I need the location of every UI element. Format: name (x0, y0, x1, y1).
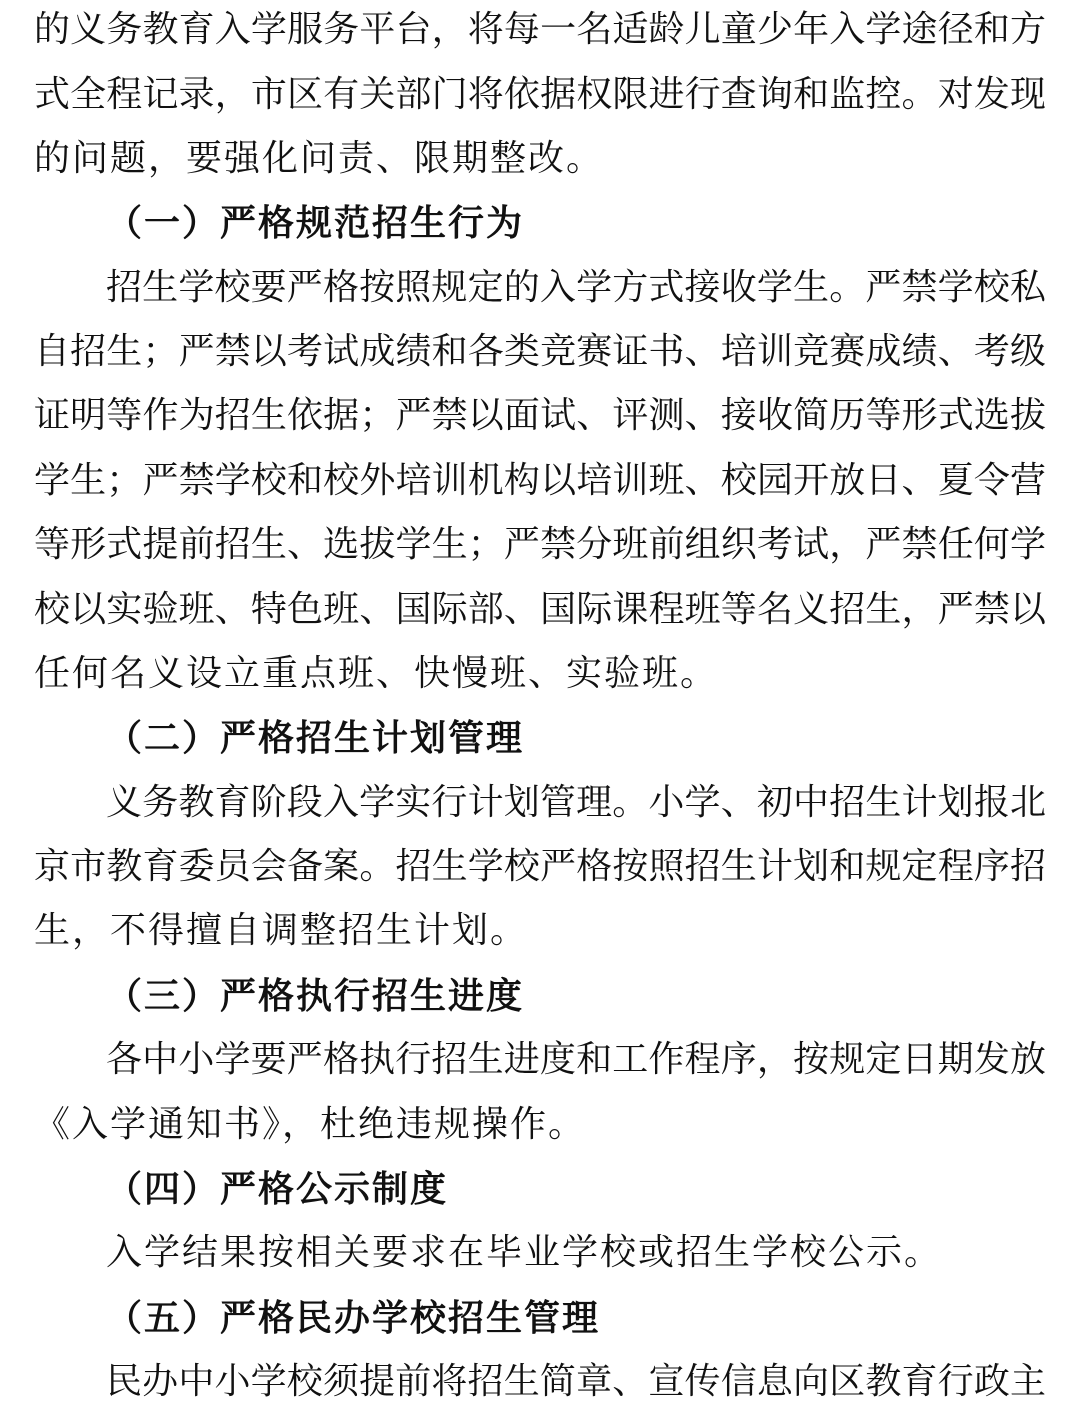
paragraph-line: 民办中小学校须提前将招生简章、宣传信息向区教育行政主 (106, 1361, 1046, 1402)
section-heading-2: （二）严格招生计划管理 (106, 717, 525, 759)
paragraph-line: 招生学校要严格按照规定的入学方式接收学生。严禁学校私 (106, 267, 1046, 308)
section-heading-4: （四）严格公示制度 (106, 1168, 449, 1210)
paragraph-line: 等形式提前招生、选拔学生；严禁分班前组织考试，严禁任何学 (34, 524, 1046, 565)
paragraph-line: 生，不得擅自调整招生计划。 (34, 910, 529, 951)
paragraph-line: 式全程记录，市区有关部门将依据权限进行查询和监控。对发现 (34, 74, 1046, 115)
paragraph-line: 的问题，要强化问责、限期整改。 (34, 138, 605, 179)
paragraph-line: 学生；严禁学校和校外培训机构以培训班、校园开放日、夏令营 (34, 460, 1046, 501)
paragraph-line: 《入学通知书》，杜绝违规操作。 (34, 1104, 587, 1145)
section-heading-3: （三）严格执行招生进度 (106, 975, 525, 1017)
paragraph-line: 任何名义设立重点班、快慢班、实验班。 (34, 653, 719, 694)
section-heading-1: （一）严格规范招生行为 (106, 202, 525, 244)
paragraph-line: 各中小学要严格执行招生进度和工作程序，按规定日期发放 (106, 1039, 1046, 1080)
paragraph-line: 证明等作为招生依据；严禁以面试、评测、接收简历等形式选拔 (34, 395, 1046, 436)
paragraph-line: 校以实验班、特色班、国际部、国际课程班等名义招生，严禁以 (34, 589, 1046, 630)
section-heading-5: （五）严格民办学校招生管理 (106, 1297, 601, 1339)
paragraph-line: 的义务教育入学服务平台，将每一名适龄儿童少年入学途径和方 (34, 9, 1046, 50)
paragraph-line: 入学结果按相关要求在毕业学校或招生学校公示。 (106, 1232, 943, 1273)
paragraph-line: 自招生；严禁以考试成绩和各类竞赛证书、培训竞赛成绩、考级 (34, 331, 1046, 372)
paragraph-line: 京市教育委员会备案。招生学校严格按照招生计划和规定程序招 (34, 846, 1046, 887)
paragraph-line: 义务教育阶段入学实行计划管理。小学、初中招生计划报北 (106, 782, 1046, 823)
